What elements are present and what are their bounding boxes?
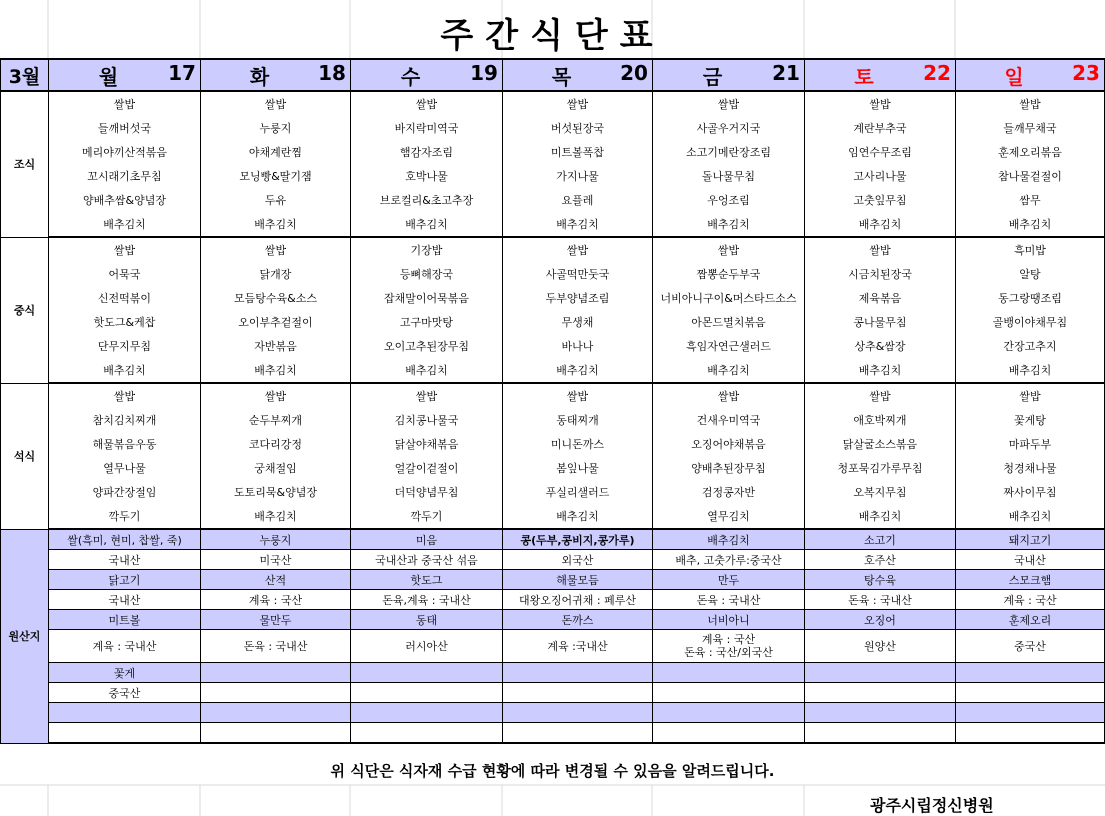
menu-item: 오이고추된장무침 bbox=[351, 334, 503, 358]
origin-cell-line: 돈육 : 국산/외국산 bbox=[684, 646, 773, 659]
origin-cell: 돈육,계육 : 국내산 bbox=[351, 590, 503, 610]
menu-item: 햄감자조림 bbox=[351, 140, 503, 164]
menu-item: 해물볶음우동 bbox=[49, 432, 201, 456]
day-date: 17 bbox=[168, 60, 196, 85]
menu-item: 쌀밥 bbox=[49, 237, 201, 262]
day-name: 일 bbox=[1004, 64, 1024, 89]
menu-item: 오복지무침 bbox=[805, 480, 956, 504]
menu-row bbox=[1, 310, 1105, 334]
header-row bbox=[1, 59, 1105, 91]
origin-cell: 동태 bbox=[351, 610, 503, 630]
menu-item: 임연수무조림 bbox=[805, 140, 956, 164]
menu-item: 배추김치 bbox=[503, 504, 653, 529]
origin-cell bbox=[653, 683, 805, 703]
origin-cell bbox=[653, 703, 805, 723]
menu-item: 고구마맛탕 bbox=[351, 310, 503, 334]
menu-item: 배추김치 bbox=[956, 212, 1105, 237]
menu-item: 골뱅이야채무침 bbox=[956, 310, 1105, 334]
meal-label: 석식 bbox=[1, 383, 49, 529]
day-header bbox=[503, 59, 653, 91]
origin-row bbox=[1, 570, 1105, 590]
menu-item: 신전떡볶이 bbox=[49, 286, 201, 310]
day-header bbox=[351, 59, 503, 91]
menu-item: 바나나 bbox=[503, 334, 653, 358]
menu-item: 쌀밥 bbox=[503, 383, 653, 408]
day-name: 수 bbox=[400, 64, 421, 89]
origin-cell: 원양산 bbox=[805, 630, 956, 663]
origin-cell bbox=[201, 703, 351, 723]
origin-cell: 국내산 bbox=[956, 550, 1105, 570]
menu-item: 참치김치찌개 bbox=[49, 408, 201, 432]
origin-cell: 오징어 bbox=[805, 610, 956, 630]
menu-row bbox=[1, 480, 1105, 504]
origin-cell: 국내산 bbox=[49, 550, 201, 570]
origin-row bbox=[1, 590, 1105, 610]
origin-cell: 미트볼 bbox=[49, 610, 201, 630]
menu-item: 들깨버섯국 bbox=[49, 116, 201, 140]
origin-cell: 계육 : 국내산 bbox=[49, 630, 201, 663]
menu-item: 제육볶음 bbox=[805, 286, 956, 310]
origin-cell: 대왕오징어귀채 : 페루산 bbox=[503, 590, 653, 610]
menu-item: 쌀밥 bbox=[49, 383, 201, 408]
menu-item: 순두부찌개 bbox=[201, 408, 351, 432]
menu-item: 건새우미역국 bbox=[653, 408, 805, 432]
menu-item: 배추김치 bbox=[653, 358, 805, 383]
origin-cell: 콩(두부,콩비지,콩가루) bbox=[503, 529, 653, 550]
origin-cell: 만두 bbox=[653, 570, 805, 590]
menu-item: 쌀밥 bbox=[351, 91, 503, 116]
origin-cell bbox=[201, 683, 351, 703]
origin-cell bbox=[653, 630, 805, 663]
day-date: 19 bbox=[470, 60, 498, 85]
menu-item: 오이부추겉절이 bbox=[201, 310, 351, 334]
origin-cell bbox=[201, 663, 351, 683]
menu-item: 짬뽕순두부국 bbox=[653, 262, 805, 286]
day-header bbox=[49, 59, 201, 91]
menu-item: 검정콩자반 bbox=[653, 480, 805, 504]
menu-item: 버섯된장국 bbox=[503, 116, 653, 140]
meal-label: 중식 bbox=[1, 237, 49, 383]
menu-item: 어묵국 bbox=[49, 262, 201, 286]
origin-cell: 계육 : 국산 bbox=[201, 590, 351, 610]
menu-item: 더덕양념무침 bbox=[351, 480, 503, 504]
origin-cell: 해물모듬 bbox=[503, 570, 653, 590]
menu-item: 닭개장 bbox=[201, 262, 351, 286]
menu-item: 아몬드멸치볶음 bbox=[653, 310, 805, 334]
menu-item: 꼬시래기초무침 bbox=[49, 164, 201, 188]
origin-cell: 너비아니 bbox=[653, 610, 805, 630]
day-header bbox=[201, 59, 351, 91]
origin-cell bbox=[351, 683, 503, 703]
day-date: 18 bbox=[318, 60, 346, 85]
menu-item: 배추김치 bbox=[351, 358, 503, 383]
menu-item: 알탕 bbox=[956, 262, 1105, 286]
menu-row bbox=[1, 237, 1105, 262]
menu-item: 쌈무 bbox=[956, 188, 1105, 212]
origin-cell: 미국산 bbox=[201, 550, 351, 570]
origin-row bbox=[1, 723, 1105, 744]
menu-item: 흑미밥 bbox=[956, 237, 1105, 262]
menu-item: 쌀밥 bbox=[49, 91, 201, 116]
menu-item: 두유 bbox=[201, 188, 351, 212]
menu-item: 배추김치 bbox=[503, 212, 653, 237]
menu-item: 쌀밥 bbox=[201, 237, 351, 262]
menu-item: 배추김치 bbox=[805, 358, 956, 383]
menu-item: 브로컬리&초고추장 bbox=[351, 188, 503, 212]
footer-note: 위 식단은 식자재 수급 현황에 따라 변경될 수 있음을 알려드립니다. bbox=[330, 762, 775, 780]
menu-item: 양배추쌈&양념장 bbox=[49, 188, 201, 212]
origin-row bbox=[1, 630, 1105, 663]
menu-item: 쌀밥 bbox=[503, 91, 653, 116]
menu-item: 핫도그&케찹 bbox=[49, 310, 201, 334]
origin-cell: 탕수육 bbox=[805, 570, 956, 590]
day-name: 토 bbox=[854, 64, 874, 89]
menu-item: 동태찌개 bbox=[503, 408, 653, 432]
menu-item: 쌀밥 bbox=[653, 383, 805, 408]
origin-label: 원산지 bbox=[1, 529, 49, 743]
day-header bbox=[653, 59, 805, 91]
menu-item: 도토리묵&양념장 bbox=[201, 480, 351, 504]
menu-item: 쌀밥 bbox=[201, 383, 351, 408]
menu-item: 봄잎나물 bbox=[503, 456, 653, 480]
menu-item: 배추김치 bbox=[805, 212, 956, 237]
menu-item: 애호박찌개 bbox=[805, 408, 956, 432]
menu-item: 김치콩나물국 bbox=[351, 408, 503, 432]
origin-cell: 중국산 bbox=[49, 683, 201, 703]
menu-item: 기장밥 bbox=[351, 237, 503, 262]
origin-row bbox=[1, 663, 1105, 683]
menu-item: 호박나물 bbox=[351, 164, 503, 188]
menu-row bbox=[1, 456, 1105, 480]
day-name: 월 bbox=[98, 64, 119, 89]
origin-cell: 외국산 bbox=[503, 550, 653, 570]
day-name: 화 bbox=[249, 64, 270, 89]
origin-cell: 국내산 bbox=[49, 590, 201, 610]
menu-item: 누룽지 bbox=[201, 116, 351, 140]
menu-item: 오징어야채볶음 bbox=[653, 432, 805, 456]
menu-item: 청경채나물 bbox=[956, 456, 1105, 480]
origin-row bbox=[1, 550, 1105, 570]
menu-item: 배추김치 bbox=[653, 212, 805, 237]
menu-row bbox=[1, 358, 1105, 383]
origin-cell: 돈육 : 국내산 bbox=[653, 590, 805, 610]
menu-item: 얼갈이겉절이 bbox=[351, 456, 503, 480]
menu-item: 배추김치 bbox=[49, 212, 201, 237]
menu-row bbox=[1, 262, 1105, 286]
menu-item: 마파두부 bbox=[956, 432, 1105, 456]
origin-cell-line: 계육 : 국산 bbox=[701, 633, 756, 646]
menu-item: 바지락미역국 bbox=[351, 116, 503, 140]
menu-item: 고춧잎무침 bbox=[805, 188, 956, 212]
origin-cell: 산적 bbox=[201, 570, 351, 590]
origin-cell bbox=[351, 723, 503, 744]
menu-item: 쌀밥 bbox=[503, 237, 653, 262]
menu-item: 쌀밥 bbox=[805, 91, 956, 116]
origin-row bbox=[1, 683, 1105, 703]
menu-item: 들깨무채국 bbox=[956, 116, 1105, 140]
origin-cell bbox=[653, 723, 805, 744]
menu-item: 배추김치 bbox=[201, 212, 351, 237]
menu-item: 꽃게탕 bbox=[956, 408, 1105, 432]
menu-item: 코다리강정 bbox=[201, 432, 351, 456]
menu-item: 간장고추지 bbox=[956, 334, 1105, 358]
origin-cell: 계육 :국내산 bbox=[503, 630, 653, 663]
menu-item: 쌀밥 bbox=[956, 91, 1105, 116]
origin-cell bbox=[351, 703, 503, 723]
origin-cell bbox=[49, 723, 201, 744]
origin-cell bbox=[503, 723, 653, 744]
menu-row bbox=[1, 116, 1105, 140]
menu-item: 배추김치 bbox=[351, 212, 503, 237]
menu-item: 너비아니구이&머스타드소스 bbox=[653, 286, 805, 310]
origin-cell: 꽃게 bbox=[49, 663, 201, 683]
origin-cell: 러시아산 bbox=[351, 630, 503, 663]
menu-item: 시금치된장국 bbox=[805, 262, 956, 286]
menu-item: 쌀밥 bbox=[805, 383, 956, 408]
origin-cell bbox=[956, 663, 1105, 683]
origin-cell bbox=[956, 723, 1105, 744]
origin-cell bbox=[956, 703, 1105, 723]
origin-cell bbox=[503, 683, 653, 703]
origin-cell: 계육 : 국산 bbox=[956, 590, 1105, 610]
day-header bbox=[956, 59, 1105, 91]
menu-row bbox=[1, 91, 1105, 116]
menu-item: 상추&쌈장 bbox=[805, 334, 956, 358]
origin-cell: 돼지고기 bbox=[956, 529, 1105, 550]
origin-cell bbox=[956, 683, 1105, 703]
menu-item: 쌀밥 bbox=[351, 383, 503, 408]
menu-item: 고사리나물 bbox=[805, 164, 956, 188]
menu-item: 배추김치 bbox=[201, 504, 351, 529]
origin-cell: 호주산 bbox=[805, 550, 956, 570]
menu-item: 배추김치 bbox=[956, 504, 1105, 529]
menu-item: 닭살굴소스볶음 bbox=[805, 432, 956, 456]
origin-cell: 미음 bbox=[351, 529, 503, 550]
menu-item: 흑임자연근샐러드 bbox=[653, 334, 805, 358]
menu-item: 배추김치 bbox=[805, 504, 956, 529]
origin-cell: 배추, 고춧가루:중국산 bbox=[653, 550, 805, 570]
menu-item: 모닝빵&딸기잼 bbox=[201, 164, 351, 188]
page-title: 주간식단표 bbox=[440, 16, 665, 56]
menu-row bbox=[1, 432, 1105, 456]
origin-cell: 훈제오리 bbox=[956, 610, 1105, 630]
day-header bbox=[805, 59, 956, 91]
origin-cell: 소고기 bbox=[805, 529, 956, 550]
menu-item: 쌀밥 bbox=[201, 91, 351, 116]
menu-row bbox=[1, 504, 1105, 529]
origin-cell: 돈육 : 국내산 bbox=[201, 630, 351, 663]
day-date: 20 bbox=[620, 60, 648, 85]
menu-item: 짜사이무침 bbox=[956, 480, 1105, 504]
origin-cell: 누룽지 bbox=[201, 529, 351, 550]
menu-row bbox=[1, 212, 1105, 237]
origin-cell: 스모크햄 bbox=[956, 570, 1105, 590]
menu-item: 쌀밥 bbox=[956, 383, 1105, 408]
menu-item: 푸실리샐러드 bbox=[503, 480, 653, 504]
origin-row bbox=[1, 529, 1105, 550]
menu-item: 미트볼폭찹 bbox=[503, 140, 653, 164]
origin-cell bbox=[49, 703, 201, 723]
menu-row bbox=[1, 383, 1105, 408]
menu-row bbox=[1, 408, 1105, 432]
menu-item: 미니돈까스 bbox=[503, 432, 653, 456]
menu-item: 메리야끼산적볶음 bbox=[49, 140, 201, 164]
origin-cell: 쌀(흑미, 현미, 찹쌀, 죽) bbox=[49, 529, 201, 550]
menu-item: 사골떡만둣국 bbox=[503, 262, 653, 286]
menu-item: 배추김치 bbox=[503, 358, 653, 383]
origin-cell: 중국산 bbox=[956, 630, 1105, 663]
menu-item: 돌나물무침 bbox=[653, 164, 805, 188]
menu-item: 우엉조림 bbox=[653, 188, 805, 212]
menu-item: 참나물겉절이 bbox=[956, 164, 1105, 188]
day-date: 22 bbox=[923, 60, 951, 85]
origin-cell bbox=[805, 703, 956, 723]
origin-cell bbox=[805, 723, 956, 744]
menu-item: 무생채 bbox=[503, 310, 653, 334]
menu-item: 소고기메란장조림 bbox=[653, 140, 805, 164]
weekly-menu-table bbox=[0, 58, 1105, 744]
menu-row bbox=[1, 334, 1105, 358]
origin-cell bbox=[503, 703, 653, 723]
meal-label: 조식 bbox=[1, 91, 49, 237]
origin-cell: 핫도그 bbox=[351, 570, 503, 590]
menu-item: 모듬탕수육&소스 bbox=[201, 286, 351, 310]
menu-item: 두부양념조림 bbox=[503, 286, 653, 310]
origin-cell bbox=[351, 663, 503, 683]
menu-item: 야채계란찜 bbox=[201, 140, 351, 164]
origin-cell: 배추김치 bbox=[653, 529, 805, 550]
day-date: 21 bbox=[772, 60, 800, 85]
month-label: 3월 bbox=[1, 59, 49, 91]
menu-item: 배추김치 bbox=[956, 358, 1105, 383]
origin-cell bbox=[653, 663, 805, 683]
origin-cell: 돈육 : 국내산 bbox=[805, 590, 956, 610]
day-name: 목 bbox=[551, 64, 572, 89]
origin-cell bbox=[805, 683, 956, 703]
day-name: 금 bbox=[702, 64, 723, 89]
menu-item: 깍두기 bbox=[49, 504, 201, 529]
menu-item: 양파간장절임 bbox=[49, 480, 201, 504]
menu-item: 잡채말이어묵볶음 bbox=[351, 286, 503, 310]
menu-item: 궁채절임 bbox=[201, 456, 351, 480]
menu-item: 단무지무침 bbox=[49, 334, 201, 358]
menu-item: 열무나물 bbox=[49, 456, 201, 480]
menu-item: 계란부추국 bbox=[805, 116, 956, 140]
origin-cell bbox=[805, 663, 956, 683]
origin-cell: 닭고기 bbox=[49, 570, 201, 590]
menu-row bbox=[1, 188, 1105, 212]
menu-item: 닭살야채볶음 bbox=[351, 432, 503, 456]
menu-item: 쌀밥 bbox=[653, 237, 805, 262]
menu-row bbox=[1, 286, 1105, 310]
menu-item: 청포묵김가루무침 bbox=[805, 456, 956, 480]
hospital-name: 광주시립정신병원 bbox=[870, 796, 994, 815]
menu-item: 요플레 bbox=[503, 188, 653, 212]
origin-cell bbox=[503, 663, 653, 683]
menu-item: 가지나물 bbox=[503, 164, 653, 188]
menu-item: 콩나물무침 bbox=[805, 310, 956, 334]
origin-cell: 돈까스 bbox=[503, 610, 653, 630]
menu-item: 배추김치 bbox=[49, 358, 201, 383]
menu-item: 자반볶음 bbox=[201, 334, 351, 358]
day-date: 23 bbox=[1072, 60, 1100, 85]
origin-row bbox=[1, 610, 1105, 630]
menu-item: 훈제오리볶음 bbox=[956, 140, 1105, 164]
menu-item: 사골우거지국 bbox=[653, 116, 805, 140]
menu-item: 쌀밥 bbox=[653, 91, 805, 116]
menu-item: 양배추된장무침 bbox=[653, 456, 805, 480]
menu-item: 열무김치 bbox=[653, 504, 805, 529]
menu-item: 쌀밥 bbox=[805, 237, 956, 262]
menu-item: 동그랑땡조림 bbox=[956, 286, 1105, 310]
menu-item: 등뼈해장국 bbox=[351, 262, 503, 286]
origin-cell bbox=[201, 723, 351, 744]
menu-row bbox=[1, 164, 1105, 188]
origin-cell: 국내산과 중국산 섞음 bbox=[351, 550, 503, 570]
menu-item: 깍두기 bbox=[351, 504, 503, 529]
menu-row bbox=[1, 140, 1105, 164]
origin-cell: 물만두 bbox=[201, 610, 351, 630]
origin-row bbox=[1, 703, 1105, 723]
menu-item: 배추김치 bbox=[201, 358, 351, 383]
